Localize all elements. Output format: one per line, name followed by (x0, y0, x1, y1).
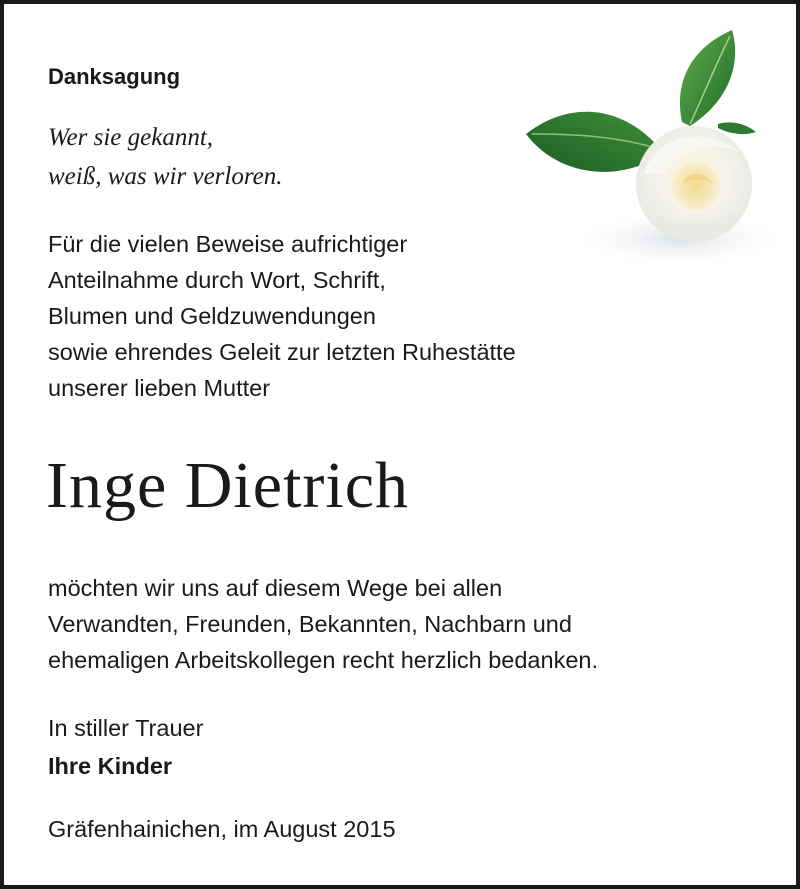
thanks-paragraph (48, 226, 516, 406)
closing-paragraph (48, 570, 598, 678)
verse-line: Wer sie gekannt, (48, 124, 214, 151)
signatories: Ihre Kinder (48, 753, 173, 779)
thanks-line: unserer lieben Mutter (48, 375, 271, 401)
notice-heading: Danksagung (48, 64, 181, 89)
thanks-line: sowie ehrendes Geleit zur letzten Ruhestätte (48, 339, 516, 365)
thanks-line: Blumen und Geldzuwendungen (48, 303, 376, 329)
deceased-name: Inge Dietrich (46, 449, 410, 522)
verse-line: weiß, was wir verloren. (48, 163, 283, 190)
white-rose-icon (504, 24, 794, 274)
memorial-verse (48, 118, 283, 196)
place-date: Gräfenhainichen, im August 2015 (48, 816, 396, 842)
closing-line: Verwandten, Freunden, Bekannten, Nachbarn und (48, 611, 572, 637)
thanks-line: Für die vielen Beweise aufrichtiger (48, 231, 408, 257)
signoff (48, 709, 203, 785)
closing-line: ehemaligen Arbeitskollegen recht herzlich bedanken. (48, 647, 598, 673)
mourning-text: In stiller Trauer (48, 715, 204, 741)
closing-line: möchten wir uns auf diesem Wege bei allen (48, 575, 503, 601)
thanks-line: Anteilnahme durch Wort, Schrift, (48, 267, 386, 293)
